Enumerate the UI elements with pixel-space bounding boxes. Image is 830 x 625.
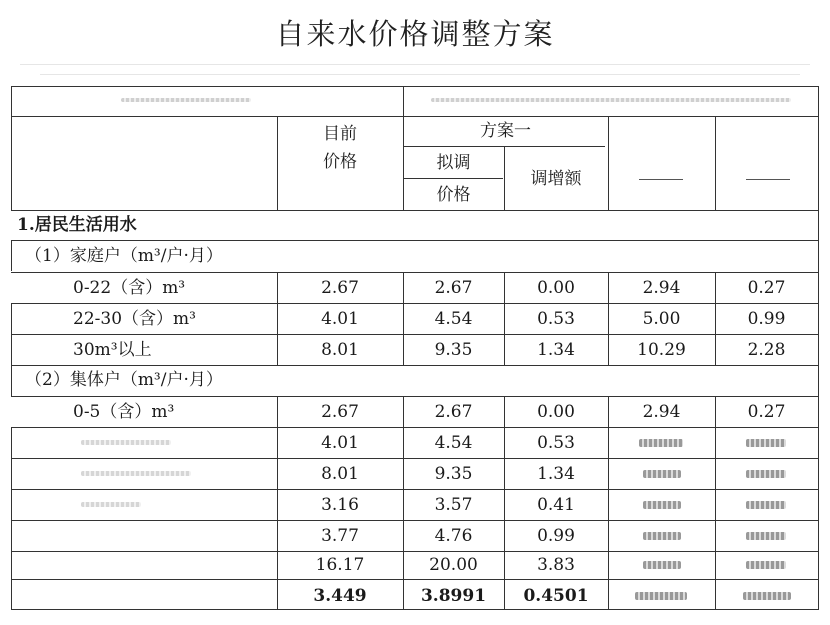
- illegible-label: [81, 471, 191, 476]
- col-line: [715, 116, 716, 210]
- row-increase: 1.34: [537, 464, 575, 484]
- row-proposed: 20.00: [429, 555, 478, 575]
- illegible-header: [639, 179, 683, 180]
- illegible-value: [746, 532, 786, 540]
- row-current: 8.01: [321, 340, 359, 360]
- section-residential: 1.居民生活用水: [17, 215, 137, 235]
- row-plan2-increase: 0.27: [747, 278, 786, 298]
- illegible-label: [81, 440, 171, 445]
- total-proposed: 3.8991: [420, 586, 487, 606]
- row-label: 0-5（含）m³: [73, 402, 175, 422]
- illegible-text: [121, 98, 251, 102]
- illegible-value: [643, 470, 681, 478]
- illegible-value: [746, 561, 786, 569]
- row-increase: 3.83: [537, 555, 575, 575]
- row-label: 30m³以上: [73, 340, 152, 360]
- row-increase: 1.34: [537, 340, 575, 360]
- illegible-label: [81, 502, 141, 507]
- header-proposed: 拟调: [436, 153, 471, 173]
- row-current: 2.67: [321, 402, 359, 422]
- header-increase: 调增额: [530, 169, 582, 189]
- header-plan-1: 方案一: [480, 121, 531, 141]
- row-plan2-price: 10.29: [637, 340, 686, 360]
- illegible-text: [431, 98, 791, 102]
- table-border-left: [11, 86, 12, 210]
- scan-line: [20, 64, 810, 65]
- illegible-value: [743, 592, 791, 600]
- header-current: 目前: [323, 124, 357, 144]
- row-plan2-price: 2.94: [642, 278, 681, 298]
- row-plan2-price: 2.94: [642, 402, 681, 422]
- row-increase: 0.53: [537, 309, 575, 329]
- row-proposed: 9.35: [434, 464, 473, 484]
- col-line: [715, 396, 716, 610]
- row-current: 2.67: [321, 278, 359, 298]
- col-line: [608, 396, 609, 610]
- row-increase: 0.99: [537, 526, 575, 546]
- total-increase: 0.4501: [523, 586, 589, 606]
- table-border-left: [11, 240, 12, 271]
- row-increase: 0.53: [537, 433, 575, 453]
- table-border-left: [11, 427, 12, 610]
- row-current: 8.01: [321, 464, 359, 484]
- scan-line: [40, 74, 800, 75]
- row-label: 0-22（含）m³: [73, 278, 186, 298]
- total-current: 3.449: [313, 586, 367, 606]
- page-title: 自来水价格调整方案: [275, 17, 555, 51]
- illegible-value: [635, 592, 687, 600]
- illegible-value: [643, 501, 681, 509]
- illegible-value: [746, 501, 786, 509]
- row-increase: 0.41: [537, 495, 575, 515]
- row-proposed: 9.35: [434, 340, 473, 360]
- row-plan2-increase: 0.99: [747, 309, 786, 329]
- header-proposed-price: 价格: [436, 185, 471, 205]
- illegible-value: [639, 439, 683, 447]
- row-increase: 0.00: [537, 402, 575, 422]
- col-line: [608, 116, 609, 210]
- row-current: 16.17: [315, 555, 365, 575]
- illegible-value: [746, 470, 786, 478]
- row-proposed: 4.54: [434, 433, 473, 453]
- table-border-right: [818, 86, 819, 610]
- row-plan2-increase: 0.27: [747, 402, 786, 422]
- row-plan2-increase: 2.28: [747, 340, 786, 360]
- row-label: 22-30（含）m³: [73, 309, 196, 329]
- row-increase: 0.00: [537, 278, 575, 298]
- row-current: 3.77: [321, 526, 359, 546]
- row-proposed: 4.54: [434, 309, 473, 329]
- row-current: 4.01: [321, 433, 359, 453]
- row-proposed: 2.67: [434, 402, 473, 422]
- row-current: 3.16: [321, 495, 359, 515]
- row-proposed: 4.76: [434, 526, 473, 546]
- illegible-header: [746, 179, 790, 180]
- illegible-value: [746, 439, 786, 447]
- table-border-top: [11, 86, 819, 87]
- row-line: [403, 178, 503, 179]
- illegible-value: [643, 532, 681, 540]
- illegible-value: [643, 561, 681, 569]
- row-plan2-price: 5.00: [642, 309, 681, 329]
- row-proposed: 2.67: [434, 278, 473, 298]
- section-household: （1）家庭户（m³/户·月）: [25, 246, 223, 266]
- price-table: [11, 86, 819, 610]
- row-proposed: 3.57: [434, 495, 473, 515]
- row-current: 4.01: [321, 309, 359, 329]
- section-collective: （2）集体户（m³/户·月）: [25, 370, 223, 390]
- table-border-left: [11, 303, 12, 396]
- header-current-price: 价格: [323, 152, 357, 172]
